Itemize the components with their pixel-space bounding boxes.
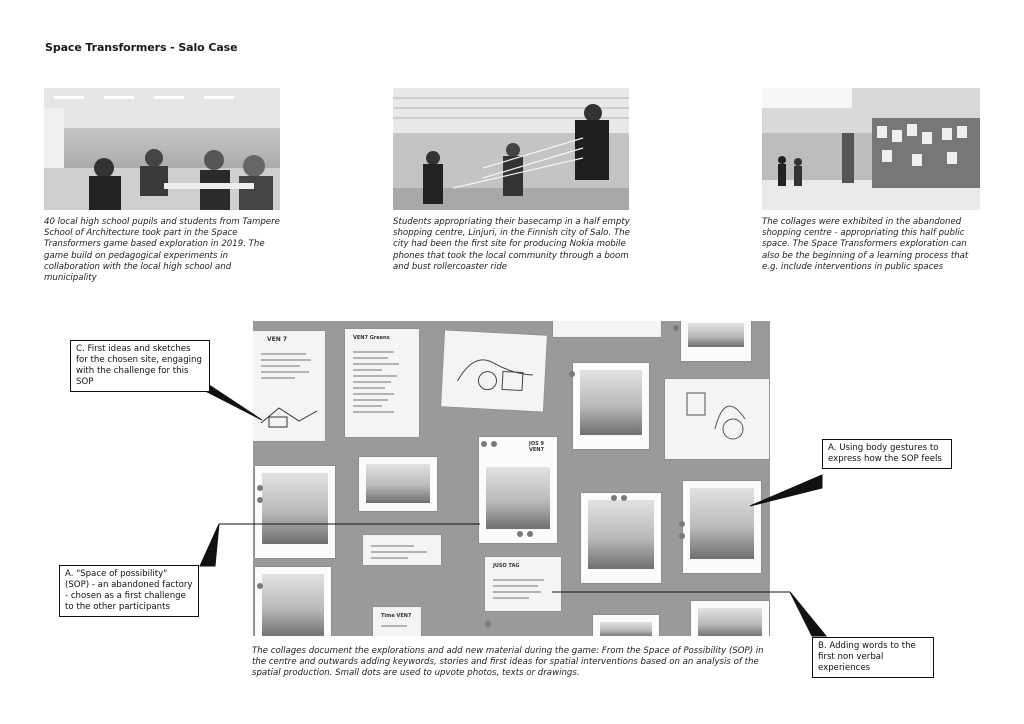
note-title: VEN 7	[267, 336, 288, 343]
note-title: JUSO TAG	[493, 563, 520, 569]
note-title: Time VEN7	[381, 613, 412, 619]
note-title: JOS 9 VEN7	[529, 441, 544, 453]
callout-b-adding-words: B. Adding words to the first non verbal experiences	[812, 637, 934, 678]
callout-a-body-gestures: A. Using body gestures to express how the SOP feels	[822, 439, 952, 469]
note-title: VEN7 Greens	[353, 335, 390, 341]
callout-a-space-of-possibility: A. "Space of possibility" (SOP) - an abandoned factory - chosen as a first challenge to the other participants	[59, 565, 199, 617]
page-title: Space Transformers - Salo Case	[45, 41, 238, 54]
caption-exhibition: The collages were exhibited in the abandoned shopping centre - appropriating this half public space. The Space Transformers exploration can also be the beginning of a learning process that e.g. include interventions in public spaces	[762, 217, 969, 272]
caption-classroom: 40 local high school pupils and students from Tampere School of Architecture took part in the Space Transformers game based exploration in 2019. The game build on pedagogical experiments in collaboration with the local high school and municipality	[44, 217, 280, 284]
callout-c-first-ideas: C. First ideas and sketches for the chosen site, engaging with the challenge for this SOP	[70, 340, 210, 392]
caption-shopping-centre: Students appropriating their basecamp in a half empty shopping centre, Linjuri, in the Finnish city of Salo. The city had been the first site for producing Nokia mobile phones that took the local community through a boom and bust rollercoaster ride	[393, 217, 630, 272]
collage-caption: The collages document the explorations and add new material during the game: From the Space of Possibility (SOP) in the centre and outwards adding keywords, stories and first ideas for spatial interventions based on an analysis of the spatial production. Small dots are used to upvote photos, texts or drawings.	[252, 646, 764, 679]
